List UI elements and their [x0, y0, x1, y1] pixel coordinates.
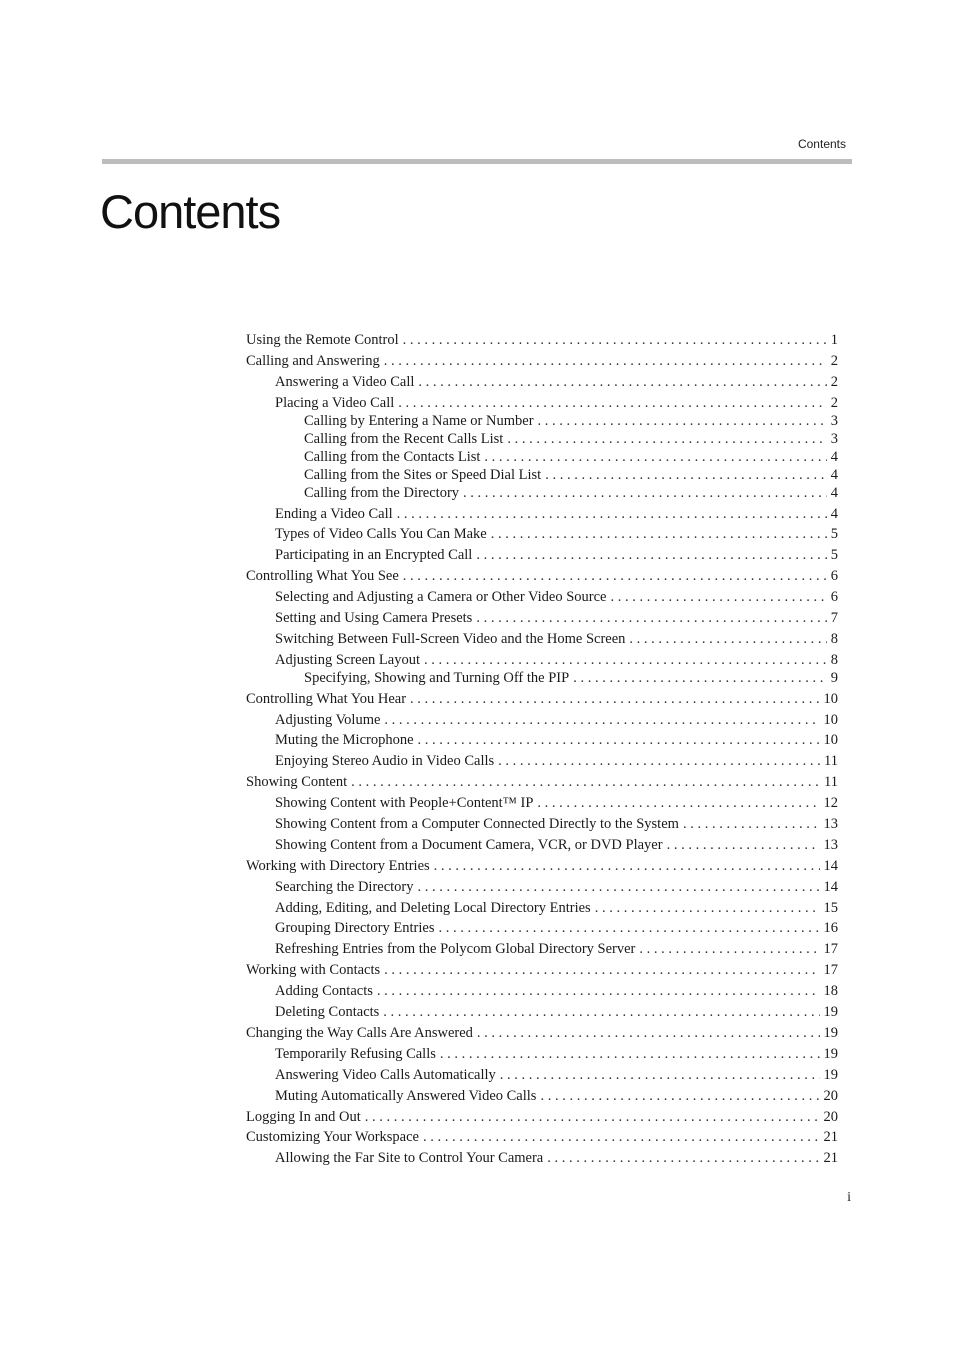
toc-dot-leader	[538, 412, 827, 430]
toc-entry[interactable]	[246, 412, 838, 430]
toc-entry-page[interactable]: 4	[830, 505, 838, 522]
toc-entry[interactable]	[246, 711, 838, 729]
toc-entry-page[interactable]: 11	[824, 774, 838, 791]
toc-entry-title[interactable]: Answering a Video Call	[275, 373, 415, 390]
toc-entry-title[interactable]: Types of Video Calls You Can Make	[275, 526, 487, 543]
toc-entry-title[interactable]: Adding, Editing, and Deleting Local Directory Entries	[275, 899, 591, 916]
toc-entry-title[interactable]: Answering Video Calls Automatically	[275, 1066, 496, 1083]
toc-entry-title[interactable]: Selecting and Adjusting a Camera or Other Video Source	[275, 589, 607, 606]
toc-entry[interactable]	[246, 899, 838, 917]
toc-entry[interactable]	[246, 352, 838, 370]
toc-entry-page[interactable]: 19	[823, 1024, 838, 1041]
toc-dot-leader	[384, 711, 819, 729]
toc-entry-title[interactable]: Calling from the Sites or Speed Dial List	[304, 466, 542, 483]
toc-entry[interactable]	[246, 430, 838, 448]
toc-dot-leader	[434, 857, 820, 875]
toc-entry-page[interactable]: 20	[823, 1087, 838, 1104]
toc-entry-title[interactable]: Muting Automatically Answered Video Calls	[275, 1087, 537, 1104]
toc-entry-page[interactable]: 19	[823, 1004, 838, 1021]
toc-dot-leader	[365, 1108, 820, 1126]
toc-entry-page[interactable]: 6	[830, 568, 838, 585]
toc-entry-title[interactable]: Deleting Contacts	[275, 1004, 380, 1021]
toc-entry-title[interactable]: Showing Content from a Document Camera, VCR, or DVD Player	[275, 836, 663, 853]
toc-dot-leader	[498, 752, 820, 770]
toc-entry[interactable]	[246, 567, 838, 585]
toc-entry-title[interactable]: Switching Between Full-Screen Video and the Home Screen	[275, 630, 626, 647]
toc-entry-title[interactable]: Adjusting Screen Layout	[275, 651, 420, 668]
toc-entry-title[interactable]: Showing Content	[246, 774, 348, 791]
toc-entry-page[interactable]: 2	[830, 394, 838, 411]
toc-entry-title[interactable]: Participating in an Encrypted Call	[275, 547, 473, 564]
toc-entry-title[interactable]: Showing Content from a Computer Connected Directly to the System	[275, 816, 679, 833]
toc-entry-title[interactable]: Using the Remote Control	[246, 332, 399, 348]
toc-entry-title[interactable]: Refreshing Entries from the Polycom Global Directory Server	[275, 941, 636, 958]
toc-dot-leader	[423, 1128, 820, 1146]
toc-dot-leader	[377, 982, 820, 1000]
toc-entry-page[interactable]: 2	[830, 352, 838, 369]
toc-entry-title[interactable]: Enjoying Stereo Audio in Video Calls	[275, 753, 495, 770]
toc-entry[interactable]	[246, 394, 838, 412]
toc-dot-leader	[424, 651, 827, 669]
toc-dot-leader	[507, 430, 826, 448]
toc-entry[interactable]	[246, 505, 838, 523]
toc-entry[interactable]	[246, 1149, 838, 1167]
toc-entry[interactable]	[246, 857, 838, 875]
toc-dot-leader	[418, 373, 826, 391]
toc-entry-title[interactable]: Working with Directory Entries	[246, 857, 430, 874]
toc-entry-title[interactable]: Adding Contacts	[275, 983, 373, 1000]
toc-entry-page[interactable]: 4	[830, 466, 838, 483]
toc-entry-title[interactable]: Logging In and Out	[246, 1108, 361, 1125]
toc-entry-page[interactable]: 10	[823, 732, 838, 749]
toc-dot-leader	[491, 525, 827, 543]
toc-entry-page[interactable]: 10	[823, 711, 838, 728]
toc-entry-title[interactable]: Working with Contacts	[246, 962, 381, 979]
toc-dot-leader	[595, 899, 820, 917]
toc-entry[interactable]	[246, 466, 838, 484]
toc-dot-leader	[440, 1045, 820, 1063]
toc-entry-page[interactable]: 17	[823, 941, 838, 958]
toc-entry[interactable]	[246, 773, 838, 791]
toc-dot-leader	[667, 836, 820, 854]
running-header: Contents	[797, 137, 846, 151]
toc-dot-leader	[418, 878, 820, 896]
toc-entry-page[interactable]: 10	[823, 690, 838, 707]
toc-entry-page[interactable]: 16	[823, 920, 838, 937]
toc-dot-leader	[410, 690, 819, 708]
toc-entry[interactable]	[246, 609, 838, 627]
toc-entry-page[interactable]: 3	[830, 412, 838, 429]
toc-entry[interactable]	[246, 525, 838, 543]
toc-dot-leader	[403, 331, 827, 349]
toc-dot-leader	[418, 731, 820, 749]
toc-entry-page[interactable]: 20	[823, 1108, 838, 1125]
toc-entry-title[interactable]: Controlling What You Hear	[246, 690, 407, 707]
toc-dot-leader	[384, 961, 819, 979]
toc-dot-leader	[384, 352, 827, 370]
page-title: Contents	[100, 185, 281, 238]
toc-entry[interactable]	[246, 1045, 838, 1063]
toc-entry-title[interactable]: Showing Content with People+Content™ IP	[275, 795, 534, 812]
toc-entry-page[interactable]: 17	[823, 962, 838, 979]
toc-entry[interactable]	[246, 878, 838, 896]
toc-dot-leader	[398, 394, 826, 412]
toc-entry[interactable]	[246, 690, 838, 708]
toc-entry-title[interactable]: Calling by Entering a Name or Number	[304, 412, 534, 429]
toc-entry-page[interactable]: 19	[823, 1045, 838, 1062]
toc-entry[interactable]	[246, 919, 838, 937]
toc-entry[interactable]	[246, 961, 838, 979]
toc-entry-page[interactable]: 8	[830, 651, 838, 668]
toc-entry-page[interactable]: 5	[830, 547, 838, 564]
toc-entry-page[interactable]: 18	[823, 983, 838, 1000]
toc-entry-page[interactable]: 1	[830, 332, 838, 348]
toc-entry[interactable]	[246, 546, 838, 564]
toc-dot-leader	[500, 1066, 820, 1084]
toc-entry-page[interactable]: 14	[823, 857, 838, 874]
toc-dot-leader	[545, 466, 827, 484]
toc-entry-title[interactable]: Ending a Video Call	[275, 505, 393, 522]
toc-entry-page[interactable]: 9	[830, 669, 838, 686]
toc-entry-page[interactable]: 7	[830, 610, 838, 627]
toc-entry-title[interactable]: Searching the Directory	[275, 878, 414, 895]
toc-dot-leader	[484, 448, 826, 466]
toc-entry-title[interactable]: Customizing Your Workspace	[246, 1129, 419, 1146]
toc-entry-page[interactable]: 21	[823, 1150, 838, 1167]
toc-entry-title[interactable]: Calling from the Recent Calls List	[304, 430, 504, 447]
table-of-contents	[246, 331, 838, 1167]
toc-entry-page[interactable]: 14	[823, 878, 838, 895]
toc-entry-title[interactable]: Controlling What You See	[246, 568, 399, 585]
toc-entry[interactable]	[246, 1087, 838, 1105]
toc-dot-leader	[438, 919, 819, 937]
toc-entry-title[interactable]: Calling from the Contacts List	[304, 448, 481, 465]
toc-entry[interactable]	[246, 448, 838, 466]
toc-entry-page[interactable]: 11	[824, 753, 838, 770]
toc-entry[interactable]	[246, 588, 838, 606]
toc-entry-title[interactable]: Adjusting Volume	[275, 711, 381, 728]
toc-entry-page[interactable]: 21	[823, 1129, 838, 1146]
toc-dot-leader	[629, 630, 826, 648]
toc-dot-leader	[537, 794, 819, 812]
toc-entry-page[interactable]: 8	[830, 630, 838, 647]
toc-dot-leader	[573, 669, 827, 687]
toc-entry[interactable]	[246, 940, 838, 958]
toc-entry[interactable]	[246, 651, 838, 669]
page-number: i	[847, 1190, 851, 1205]
toc-entry[interactable]	[246, 1003, 838, 1021]
toc-entry[interactable]	[246, 1066, 838, 1084]
toc-entry[interactable]	[246, 630, 838, 648]
toc-dot-leader	[540, 1087, 819, 1105]
toc-entry[interactable]	[246, 1024, 838, 1042]
toc-entry-page[interactable]: 4	[830, 484, 838, 501]
toc-dot-leader	[463, 484, 827, 502]
toc-dot-leader	[351, 773, 820, 791]
toc-entry-page[interactable]: 19	[823, 1066, 838, 1083]
toc-dot-leader	[683, 815, 820, 833]
toc-dot-leader	[397, 505, 827, 523]
toc-dot-leader	[476, 546, 826, 564]
toc-entry-title[interactable]: Allowing the Far Site to Control Your Camera	[275, 1150, 544, 1167]
toc-entry[interactable]	[246, 669, 838, 687]
toc-dot-leader	[639, 940, 819, 958]
toc-entry-page[interactable]: 15	[823, 899, 838, 916]
toc-entry-page[interactable]: 5	[830, 526, 838, 543]
toc-entry-page[interactable]: 13	[823, 816, 838, 833]
toc-entry[interactable]	[246, 484, 838, 502]
toc-entry-page[interactable]: 13	[823, 836, 838, 853]
toc-entry-page[interactable]: 4	[830, 448, 838, 465]
toc-entry-page[interactable]: 2	[830, 373, 838, 390]
toc-entry[interactable]	[246, 794, 838, 812]
toc-entry-title[interactable]: Muting the Microphone	[275, 732, 414, 749]
toc-entry-title[interactable]: Grouping Directory Entries	[275, 920, 435, 937]
toc-entry[interactable]	[246, 752, 838, 770]
toc-entry[interactable]	[246, 331, 838, 349]
toc-dot-leader	[610, 588, 826, 606]
toc-dot-leader	[383, 1003, 819, 1021]
toc-entry[interactable]	[246, 1128, 838, 1146]
toc-entry-title[interactable]: Calling and Answering	[246, 352, 380, 369]
toc-entry[interactable]	[246, 815, 838, 833]
toc-dot-leader	[403, 567, 827, 585]
toc-entry-title[interactable]: Specifying, Showing and Turning Off the PIP	[304, 669, 570, 686]
toc-dot-leader	[476, 609, 826, 627]
toc-entry-title[interactable]: Setting and Using Camera Presets	[275, 610, 473, 627]
toc-dot-leader	[547, 1149, 819, 1167]
toc-entry-title[interactable]: Calling from the Directory	[304, 484, 460, 501]
header-rule	[102, 159, 852, 164]
toc-entry[interactable]	[246, 1108, 838, 1126]
toc-entry-title[interactable]: Placing a Video Call	[275, 394, 395, 411]
toc-entry[interactable]	[246, 373, 838, 391]
toc-entry-page[interactable]: 12	[823, 795, 838, 812]
toc-entry-title[interactable]: Temporarily Refusing Calls	[275, 1045, 436, 1062]
toc-entry[interactable]	[246, 982, 838, 1000]
toc-dot-leader	[477, 1024, 820, 1042]
toc-entry[interactable]	[246, 731, 838, 749]
toc-entry-page[interactable]: 3	[830, 430, 838, 447]
toc-entry-title[interactable]: Changing the Way Calls Are Answered	[246, 1024, 473, 1041]
toc-entry[interactable]	[246, 836, 838, 854]
toc-entry-page[interactable]: 6	[830, 589, 838, 606]
